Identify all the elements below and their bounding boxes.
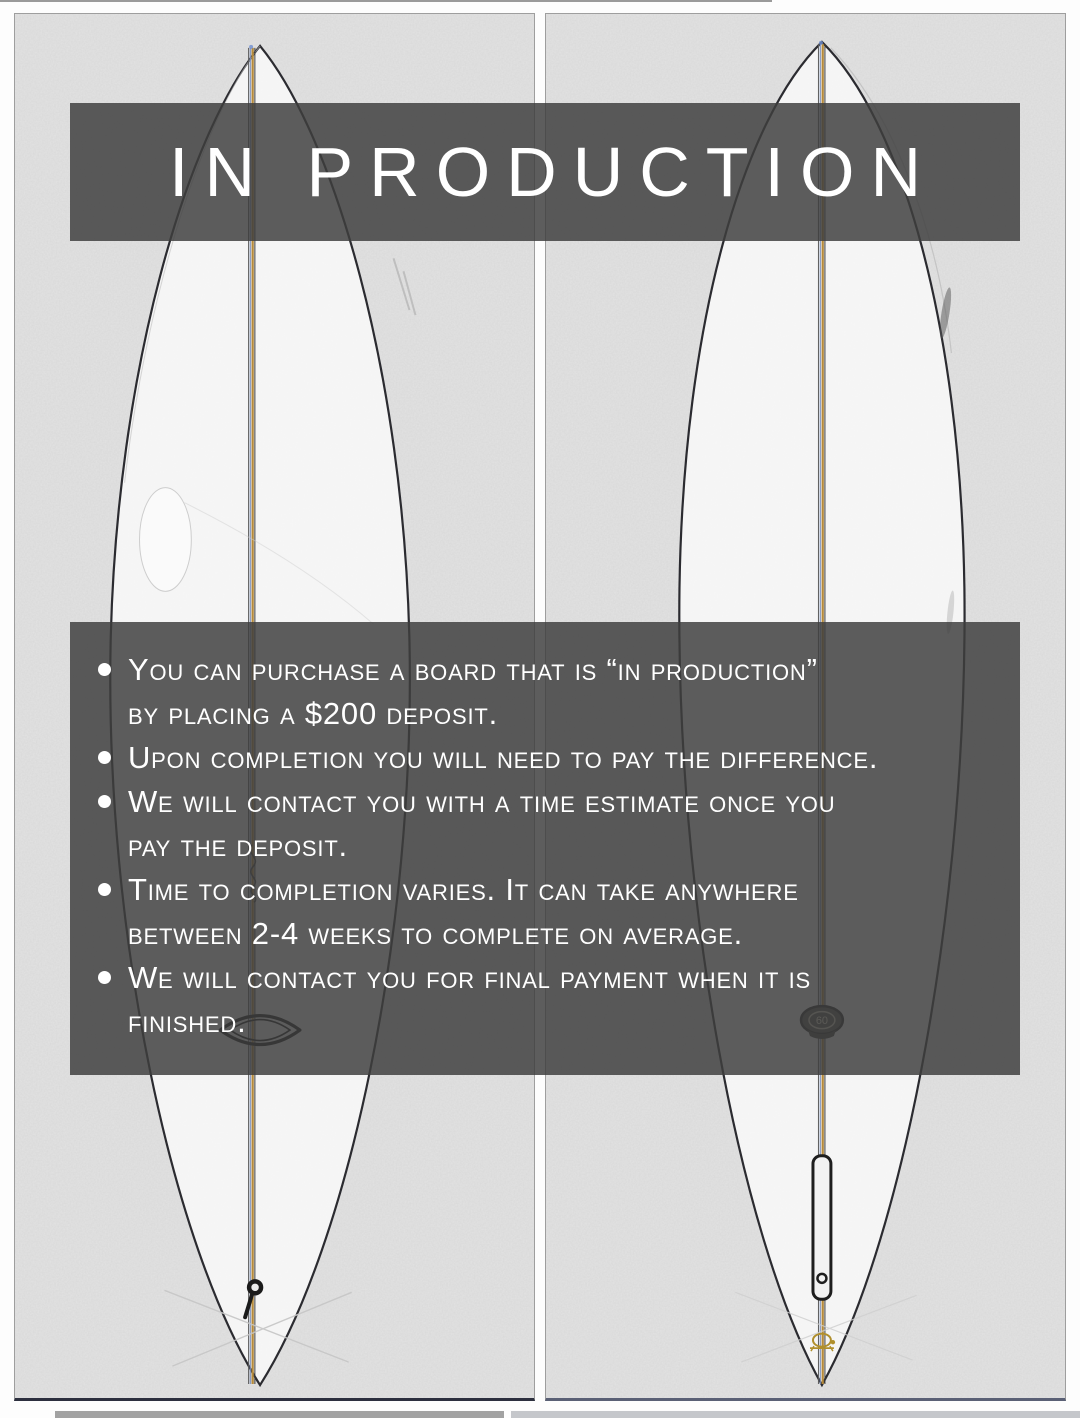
bullet-line: between 2-4 weeks to complete on average. bbox=[128, 916, 744, 951]
cropped-content-strip-left bbox=[55, 1411, 504, 1418]
purchase-terms-list bbox=[98, 648, 960, 1044]
list-item bbox=[98, 780, 960, 868]
fin-box bbox=[813, 1156, 831, 1300]
bullet-line: pay the deposit. bbox=[128, 828, 348, 863]
list-item bbox=[98, 648, 960, 736]
bullet-line: We will contact you for final payment when it is bbox=[128, 960, 811, 995]
bullet-line: by placing a $200 deposit. bbox=[128, 696, 499, 731]
cropped-content-strip-right bbox=[511, 1411, 1080, 1418]
list-item bbox=[98, 868, 960, 956]
list-item bbox=[98, 736, 960, 780]
bullet-dot bbox=[98, 751, 111, 764]
bullet-dot bbox=[98, 663, 111, 676]
bullet-line: You can purchase a board that is “in production” bbox=[128, 652, 818, 687]
bullet-line: We will contact you with a time estimate once you bbox=[128, 784, 836, 819]
bullet-dot bbox=[98, 883, 111, 896]
cropped-edge-top bbox=[0, 0, 772, 2]
bullet-line: finished. bbox=[128, 1004, 247, 1039]
purchase-terms-box bbox=[70, 622, 1020, 1075]
bullet-line: Upon completion you will need to pay the difference. bbox=[128, 740, 879, 775]
bullet-line: Time to completion varies. It can take anywhere bbox=[128, 872, 799, 907]
nose-tip-mark bbox=[249, 45, 253, 49]
bullet-dot bbox=[98, 971, 111, 984]
in-production-banner bbox=[70, 103, 1020, 241]
deck-highlight-oval bbox=[140, 488, 192, 592]
bullet-dot bbox=[98, 795, 111, 808]
list-item bbox=[98, 956, 960, 1044]
nose-tip-mark bbox=[819, 41, 823, 45]
banner-title: IN PRODUCTION bbox=[169, 133, 937, 211]
